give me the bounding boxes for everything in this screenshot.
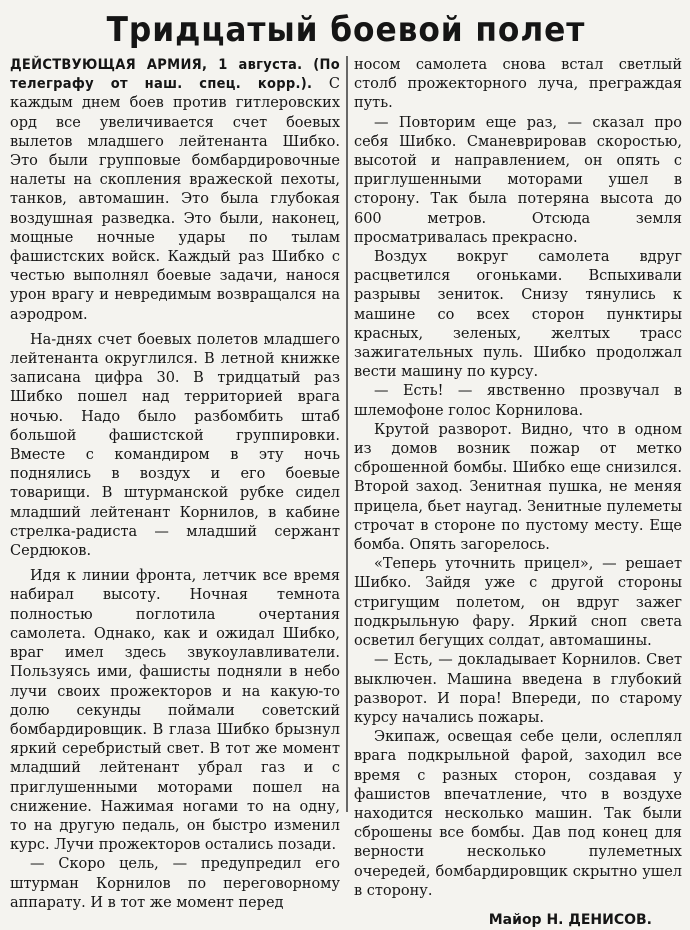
article-title: Тридцатый боевой полет [106, 10, 586, 50]
right-column [353, 56, 682, 928]
paragraph: — Есть, — докладывает Корнилов. Свет выключен. Машина введена в глубокий разворот. И пора! Впереди, по старому курсу начались пожары. [353, 652, 682, 726]
paragraph: «Теперь уточнить прицел», — решает Шибко. Зайдя уже с другой стороны стригущим полетом, он вдруг зажег подкрыльную фару. Яркий сноп света осветил бегущих солдат, автомашины. [353, 556, 682, 650]
paragraph: Идя к линии фронта, летчик все время набирал высоту. Ночная темнота полностью поглотила очертания самолета. Однако, как и ожидал Шибко, враг имел здесь звукоулавливатели. Пользуясь ими, фашисты подняли в небо лучи своих прожекторов и на какую-то долю секунды поймали советский бомбардировщик. В глаза Шибко брызнул яркий серебристый свет. В тот же момент младший лейтенант убрал газ и с приглушенными моторами пошел на снижение. Нажимая ногами то на одну, то на другую педаль, он быстро изменил курс. Лучи прожекторов остались позади. [10, 568, 340, 854]
column-divider [346, 56, 348, 812]
paragraph: — Скоро цель, — предупредил его штурман Корнилов по переговорному аппарату. И в тот же момент перед [10, 856, 340, 911]
paragraph: Воздух вокруг самолета вдруг расцветился огоньками. Вспыхивали разрывы зениток. Снизу тянулись к машине со всех сторон пунктиры красных, зеленых, желтых трасс зажигательных пуль. Шибко продолжал вести машину по курсу. [353, 249, 682, 381]
author-signature: Майор Н. ДЕНИСОВ. [488, 911, 652, 928]
paragraph: — Есть! — явственно прозвучал в шлемофоне голос Корнилова. [353, 383, 682, 419]
dateline: ДЕЙСТВУЮЩАЯ АРМИЯ, 1 августа. (По телеграфу от наш. спец. корр.). [10, 57, 340, 93]
paragraph: Экипаж, освещая себе цели, ослеплял врага подкрыльной фарой, заходил все время с разных сторон, создавая у фашистов впечатление, что в воздухе находится несколько машин. Так были сброшены все бомбы. Дав под конец для верности несколько пулеметных очередей, бомбардировщик скрытно ушел в сторону. [353, 729, 682, 899]
paragraph: Крутой разворот. Видно, что в одном из домов возник пожар от метко сброшенной бомбы. Шибко еще снизился. Второй заход. Зенитная пушка, не меняя прицела, бьет наугад. Зенитные пулеметы строчат в стороне по пустому месту. Еще бомба. Опять загорелось. [353, 421, 682, 554]
paragraph: носом самолета снова встал светлый столб прожекторного луча, преграждая путь. [353, 57, 682, 112]
paragraph: На-днях счет боевых полетов младшего лейтенанта округлился. В летной книжке записана цифра 30. В тридцатый раз Шибко пошел над территорией врага ночью. Надо было разбомбить штаб большой фашистской группировки. Вместе с командиром в эту ночь поднялись в воздух и его боевые товарищи. В штурманской рубке сидел младший лейтенант Корнилов, в кабине стрелка-радиста — младший сержант Сердюков. [10, 331, 340, 560]
lead-paragraph [10, 56, 340, 325]
paragraph-text: С каждым днем боев против гитлеровских орд все увеличивается счет боевых вылетов младшего лейтенанта Шибко. Это были групповые бомбардировочные налеты на скопления вражеской пехоты, танков, автомашин. Это была глубокая воздушная разведка. Это были, наконец, мощные ночные удары по тылам фашистских войск. Каждый раз Шибко с честью выполнял боевые задачи, нанося урон врагу и невредимым возвращался на аэродром. [10, 76, 341, 323]
left-column [10, 56, 346, 911]
paragraph: — Повторим еще раз, — сказал про себя Шибко. Сманеврировав скоростью, высотой и направлением, он опять с приглушенными моторами ушел в сторону. Так была потеряна высота до 600 метров. Отсюда земля просматривалась прекрасно. [353, 114, 682, 246]
article-columns [10, 56, 682, 928]
